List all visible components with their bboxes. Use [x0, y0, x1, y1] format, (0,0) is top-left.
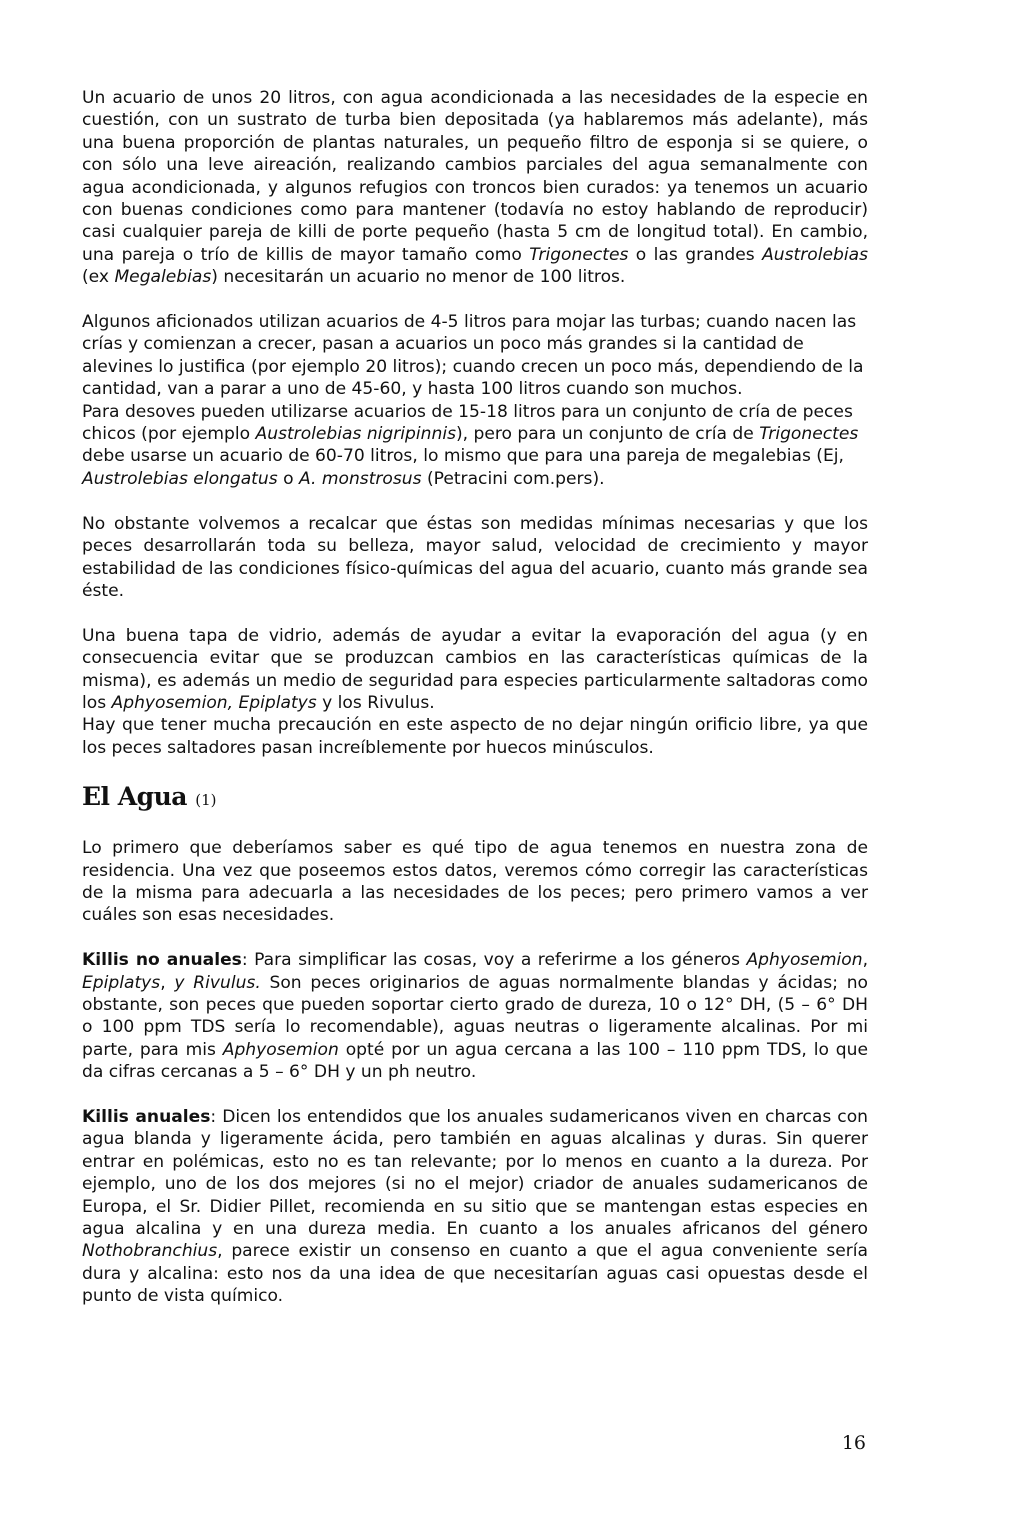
- italic-species: Trigonectes: [529, 244, 629, 265]
- paragraph-aquarium-size: [82, 87, 868, 289]
- paragraph-precaution: Hay que tener mucha precaución en este aspecto de no dejar ningún orificio libre, ya que los peces saltadores pasan increíblemente por huecos minúsculos.: [82, 715, 868, 758]
- text-run: ) necesitarán un acuario no menor de 100 litros.: [211, 267, 626, 288]
- paragraph-gap: [82, 927, 868, 949]
- body-text: [82, 87, 868, 1308]
- text-run: , parece existir un consenso en cuanto a que el agua conveniente sería dura y alcalina: esto nos da una idea de que necesitarían aguas casi opuestas desde el punto de vista químico.: [82, 1241, 868, 1307]
- paragraph-minimum-measures: No obstante volvemos a recalcar que éstas son medidas mínimas necesarias y que los peces desarrollarán toda su belleza, mayor salud, velocidad de crecimiento y mayor estabilidad de las condiciones físico-químicas del agua del acuario, cuanto más grande sea éste.: [82, 513, 868, 601]
- italic-species: A. monstrosus: [298, 468, 422, 489]
- italic-species: Austrolebias elongatus: [82, 468, 278, 489]
- paragraph-small-tanks: Algunos aficionados utilizan acuarios de 4-5 litros para mojar las turbas; cuando nacen las crías y comienzan a crecer, pasan a acuarios un poco más grandes si la cantidad de alevines lo justifica (por ejemplo 20 litros); cuando crecen un poco más, dependiendo de la cantidad, van a parar a uno de 45-60, y hasta 100 litros cuando son muchos.: [82, 312, 864, 400]
- italic-species: y Rivulus.: [174, 972, 261, 993]
- text-run: y los Rivulus.: [316, 692, 435, 713]
- paragraph-gap: [82, 490, 868, 512]
- text-run: (Petracini com.pers).: [421, 468, 605, 489]
- paragraph-gap: [82, 602, 868, 624]
- section-heading: [82, 780, 868, 817]
- italic-species: Trigonectes: [759, 424, 859, 445]
- paragraph-non-annual-killis: [82, 949, 868, 1083]
- italic-species: Epiplatys: [82, 972, 161, 993]
- text-run: Para desoves pueden utilizarse acuarios de 15-18 litros para un conjunto de cría de peces chicos (por ejemplo: [82, 401, 853, 445]
- text-run: : Dicen los entendidos que los anuales sudamericanos viven en charcas con agua blanda y ligeramente ácida, pero también en aguas alcalinas y duras. Sin querer entrar en polémicas, esto no es tan relevante; por lo menos en cuanto a la dureza. Por ejemplo, uno de los dos mejores (si no el mejor) criador de anuales sudamericanos de Europa, el Sr. Didier Pillet, recomienda en su sitio que se mantengan estas especies en agua alcalina y en una dureza media. En cuanto a los anuales africanos del género: [82, 1106, 868, 1240]
- text-run: o: [277, 468, 299, 489]
- text-run: Son peces originarios de aguas normalmente blandas y ácidas; no obstante, son peces que pueden soportar cierto grado de dureza, 10 o 12° DH, (5 – 6° DH o 100 ppm TDS sería lo recomendable), aguas neutras o ligeramente alcalinas. Por mi parte, para mis: [82, 972, 868, 1060]
- text-run: ,: [862, 950, 868, 971]
- italic-species: Aphyosemion: [746, 950, 863, 971]
- paragraph-gap: [82, 289, 868, 311]
- text-run: (ex: [82, 267, 115, 288]
- text-run: debe usarse un acuario de 60-70 litros, lo mismo que para una pareja de megalebias (Ej,: [82, 446, 844, 467]
- text-run: Una buena tapa de vidrio, además de ayudar a evitar la evaporación del agua (y en consecuencia evitar que se produzcan cambios en las características químicas de la misma), es además un medio de seguridad para especies particularmente saltadoras como los: [82, 625, 868, 713]
- text-run: Un acuario de unos 20 litros, con agua acondicionada a las necesidades de la especie en cuestión, con un sustrato de turba bien depositada (ya hablaremos más adelante), más una buena proporción de plantas naturales, un pequeño filtro de esponja si se quiere, o con sólo una leve aireación, realizando cambios parciales del agua semanalmente con agua acondicionada, y algunos refugios con troncos bien curados: ya tenemos un acuario con buenas condiciones como para mantener (todavía no estoy hablando de reproducir) casi cualquier pareja de killi de porte pequeño (hasta 5 cm de longitud total). En cambio, una pareja o trío de killis de mayor tamaño como: [82, 88, 868, 265]
- text-run: ,: [160, 972, 175, 993]
- heading-title: El Agua: [82, 782, 188, 812]
- bold-term: Killis anuales: [82, 1106, 211, 1127]
- italic-species: Megalebias: [114, 267, 212, 288]
- paragraph-glass-lid: [82, 625, 868, 715]
- text-run: : Para simplificar las cosas, voy a referirme a los géneros: [241, 950, 747, 971]
- page-number: 16: [841, 1432, 866, 1454]
- text-run: opté por un agua cercana a las 100 – 110 ppm TDS, lo que da cifras cercanas a 5 – 6° DH y un ph neutro.: [82, 1039, 868, 1083]
- paragraph-water-intro: Lo primero que deberíamos saber es qué tipo de agua tenemos en nuestra zona de residencia. Una vez que poseemos estos datos, veremos cómo corregir las características de la misma para adecuarla a las necesidades de los peces; pero primero vamos a ver cuáles son esas necesidades.: [82, 838, 868, 926]
- paragraph-spawning-tanks: [82, 401, 868, 491]
- italic-species: Austrolebias nigripinnis: [255, 424, 456, 445]
- italic-species: Aphyosemion, Epiplatys: [111, 692, 317, 713]
- italic-species: Austrolebias: [762, 244, 868, 265]
- text-run: o las grandes: [628, 244, 763, 265]
- text-run: ), pero para un conjunto de cría de: [455, 424, 760, 445]
- italic-species: Aphyosemion: [222, 1039, 339, 1060]
- paragraph-annual-killis: [82, 1106, 868, 1308]
- italic-species: Nothobranchius: [82, 1241, 218, 1262]
- heading-footnote-ref: (1): [195, 791, 217, 810]
- paragraph-gap: [82, 1084, 868, 1106]
- bold-term: Killis no anuales: [82, 950, 242, 971]
